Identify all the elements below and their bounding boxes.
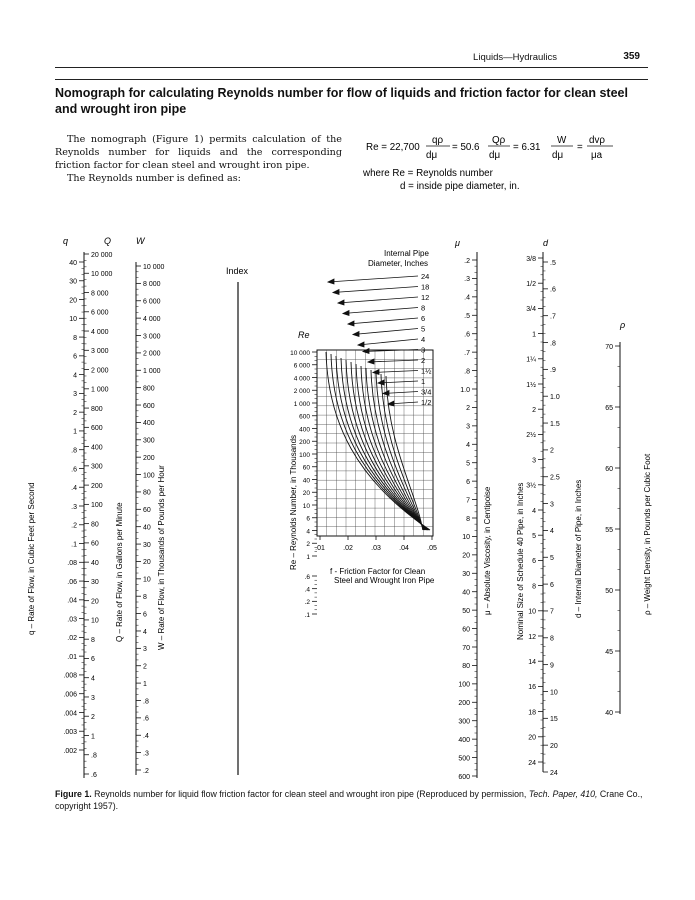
re-tick-label: 6 000 (293, 362, 310, 370)
Q-tick-label: 1 (91, 733, 95, 741)
Q-tick-label: 60 (91, 540, 99, 548)
f-left-tick-label: .2 (304, 599, 310, 607)
mu-tick-label: 7 (466, 497, 470, 505)
arrow-head (348, 321, 354, 326)
f-left-tick-label: .4 (304, 586, 310, 594)
f-tick-label: .01 (315, 545, 325, 552)
pipe-size-label: 1 (421, 377, 426, 386)
W-tick-label: .4 (143, 733, 149, 741)
Q-tick-label: 100 (91, 502, 103, 510)
W-tick-label: 10 000 (143, 263, 165, 271)
Q-tick-label: 10 000 (91, 271, 113, 279)
W-tick-label: 20 (143, 559, 151, 567)
f-tick-label: .03 (371, 545, 381, 552)
pipe-size-arrows (328, 276, 418, 406)
re-tick-label: 4 (306, 528, 310, 536)
reynolds-equation (360, 128, 650, 200)
q-tick-label: .03 (67, 616, 77, 624)
q-tick-label: .01 (67, 653, 77, 661)
friction-curve-0 (326, 352, 430, 530)
mu-tick-label: 600 (458, 773, 470, 781)
pipe-size-label: 6 (421, 314, 426, 323)
q-tick-label: 30 (69, 278, 77, 286)
caption-rest: Crane Co., copyright 1957). (55, 789, 643, 811)
mu-tick-label: 80 (462, 663, 470, 671)
pipe-arrow (368, 360, 418, 362)
pipe-size-label: 1½ (421, 366, 432, 376)
re-tick-label: 2 000 (293, 388, 310, 396)
W-axis-label: W – Rate of Flow, in Thousands of Pounds per Hour (157, 465, 166, 650)
re-tick-label: 1 000 (293, 400, 310, 408)
Q-tick-label: 2 000 (91, 367, 109, 375)
nominal-tick-label: 1 (532, 331, 536, 339)
caption-source: Tech. Paper, 410, (528, 789, 598, 799)
pipe-arrow (343, 308, 418, 314)
W-tick-label: 2 (143, 663, 147, 671)
Q-tick-label: 3 (91, 694, 95, 702)
d-tick-label: 9 (550, 662, 554, 670)
mu-tick-label: .2 (464, 257, 470, 265)
Q-tick-label: 6 (91, 656, 95, 664)
re-tick-label: 1 (306, 553, 310, 561)
Q-axis-label: Q – Rate of Flow, in Gallons per Minute (115, 502, 124, 642)
q-tick-label: 8 (73, 334, 77, 342)
d-tick-label: 1.0 (550, 394, 560, 402)
q-tick-label: .008 (63, 672, 77, 680)
Q-tick-label: 10 (91, 617, 99, 625)
Q-tick-label: 200 (91, 482, 103, 490)
q-tick-label: .003 (63, 729, 77, 737)
Q-tick-label: 300 (91, 463, 103, 471)
internal-pipe-label-1: Internal Pipe (384, 249, 429, 258)
friction-curves (326, 352, 430, 530)
eq-f2-den: dμ (489, 150, 501, 161)
eq-where: where Re = Reynolds number (363, 168, 493, 179)
re-tick-label: 10 (302, 502, 310, 510)
arrow-head (338, 300, 344, 305)
W-tick-label: 200 (143, 454, 155, 462)
W-tick-label: 6 000 (143, 298, 161, 306)
nominal-tick-label: 12 (528, 633, 536, 641)
mu-tick-label: 300 (458, 718, 470, 726)
nominal-tick-label: 1½ (526, 381, 536, 389)
W-tick-label: 4 (143, 628, 147, 636)
Q-tick-label: 6 000 (91, 309, 109, 317)
nominal-axis-label: Nominal Size of Schedule 40 Pipe, in Inches (516, 482, 525, 640)
d-tick-label: 15 (550, 716, 558, 724)
re-tick-label: 6 (306, 515, 310, 523)
q-tick-label: .02 (67, 635, 77, 643)
nominal-tick-label: 5 (532, 533, 536, 540)
W-tick-label: 2 000 (143, 350, 161, 358)
f-left-tick-label: .1 (304, 611, 310, 619)
W-tick-label: 8 000 (143, 281, 161, 289)
rho-tick-label: 50 (605, 587, 613, 595)
W-tick-label: 600 (143, 402, 155, 410)
Q-tick-label: 40 (91, 559, 99, 567)
nominal-tick-label: 1¼ (526, 356, 536, 364)
Q-tick-label: 20 000 (91, 251, 113, 259)
rho-tick-label: 60 (605, 465, 613, 473)
Q-tick-label: 4 000 (91, 328, 109, 336)
nominal-tick-label: 4 (532, 507, 536, 515)
title-top-rule (55, 79, 648, 80)
d-tick-label: 6 (550, 581, 554, 589)
q-tick-label: 1 (73, 428, 77, 436)
arrow-head (368, 359, 374, 364)
eq-d-def: d = inside pipe diameter, in. (400, 181, 520, 192)
W-tick-label: 6 (143, 611, 147, 619)
friction-curve-1 (331, 354, 432, 530)
pipe-size-label: 2 (421, 356, 426, 365)
nominal-tick-label: 3 (532, 457, 536, 465)
d-tick-label: 2 (550, 447, 554, 455)
nominal-tick-label: 2 (532, 407, 536, 414)
mu-tick-label: .3 (464, 276, 470, 284)
q-tick-label: .8 (71, 447, 77, 455)
axis-ticks (63, 252, 620, 781)
f-tick-label: .02 (343, 545, 353, 552)
mu-tick-label: .6 (464, 331, 470, 339)
arrow-head (343, 311, 349, 316)
nominal-tick-label: 8 (532, 583, 536, 591)
d-axis-label: d – Internal Diameter of Pipe, in Inches (574, 479, 583, 618)
mu-tick-label: 3 (466, 423, 470, 431)
d-tick-label: .9 (550, 367, 556, 375)
re-tick-label: 60 (302, 464, 310, 472)
pipe-size-label: 4 (421, 335, 426, 344)
f-tick-label: .04 (399, 545, 409, 552)
intro-paragraph-2: The Reynolds number is defined as: (67, 173, 241, 184)
d-tick-label: 24 (550, 769, 558, 777)
nominal-tick-label: 6 (532, 558, 536, 566)
q-tick-label: .002 (63, 747, 77, 755)
eq-c4: = (577, 142, 583, 153)
nominal-tick-label: 10 (528, 608, 536, 616)
eq-f4-den: μa (591, 150, 603, 161)
pipe-arrow (328, 276, 418, 282)
rho-tick-label: 65 (605, 404, 613, 412)
mu-tick-label: 4 (466, 442, 470, 450)
article-title: Nomograph for calculating Reynolds number for flow of liquids and friction factor for clean steel and wrought iron pipe (55, 86, 628, 116)
mu-axis-label: μ – Absolute Viscosity, in Centipoise (483, 486, 492, 615)
re-tick-label: 4 000 (293, 375, 310, 383)
q-tick-label: 10 (69, 316, 77, 324)
d-tick-label: 3 (550, 501, 554, 509)
W-tick-label: 1 000 (143, 368, 161, 376)
pipe-arrow (348, 318, 418, 324)
q-symbol: q (63, 236, 69, 246)
re-tick-label: 400 (299, 426, 310, 434)
d-tick-label: .7 (550, 313, 556, 321)
mu-tick-label: 5 (466, 460, 470, 468)
figure-caption (55, 789, 650, 812)
W-tick-label: 3 000 (143, 333, 161, 341)
q-tick-label: .2 (71, 522, 77, 530)
W-tick-label: 3 (143, 646, 147, 654)
re-tick-label: 10 000 (290, 349, 310, 357)
q-tick-label: .6 (71, 466, 77, 474)
Q-tick-label: 8 (91, 636, 95, 644)
W-tick-label: .3 (143, 750, 149, 758)
mu-tick-label: 50 (462, 607, 470, 615)
eq-f2-num: Qρ (492, 135, 506, 146)
pipe-size-label: 1/2 (421, 398, 432, 407)
mu-tick-label: 500 (458, 755, 470, 763)
Q-tick-label: 8 000 (91, 290, 109, 298)
eq-f4-num: dvρ (589, 135, 605, 146)
mu-tick-label: .7 (464, 349, 470, 357)
nominal-tick-label: 18 (528, 709, 536, 717)
W-tick-label: 60 (143, 507, 151, 515)
mu-tick-label: 2 (466, 405, 470, 413)
W-tick-label: 800 (143, 385, 155, 393)
pipe-arrow (373, 371, 418, 373)
q-axis-label: q – Rate of Flow, in Cubic Feet per Second (27, 482, 36, 635)
pipe-size-label: 3/4 (421, 387, 432, 397)
mu-tick-label: 200 (458, 700, 470, 708)
d-symbol: d (543, 238, 549, 248)
W-tick-label: 400 (143, 420, 155, 428)
Q-tick-label: 4 (91, 675, 95, 683)
d-tick-label: 5 (550, 555, 554, 563)
q-tick-label: .06 (67, 578, 77, 586)
q-tick-label: 3 (73, 391, 77, 399)
W-symbol: W (136, 236, 145, 246)
W-tick-label: 1 (143, 680, 147, 688)
mu-tick-label: 6 (466, 478, 470, 486)
q-tick-label: 6 (73, 353, 77, 361)
f-label-1: f - Friction Factor for Clean (330, 567, 426, 576)
index-label: Index (226, 266, 249, 276)
Q-tick-label: 30 (91, 579, 99, 587)
nominal-tick-label: 3/4 (526, 306, 536, 314)
W-tick-label: 4 000 (143, 315, 161, 323)
nominal-tick-label: 1/2 (526, 281, 536, 288)
mu-tick-label: 1.0 (460, 386, 470, 394)
intro-paragraph-1: The nomograph (Figure 1) permits calculation of the Reynolds number for liquids and the corresponding friction factor for clean steel and wrought iron pipe. (55, 134, 342, 171)
W-tick-label: .8 (143, 698, 149, 706)
mu-symbol: μ (455, 238, 460, 248)
W-tick-label: 10 (143, 576, 151, 584)
eq-f1-num: qρ (432, 135, 444, 146)
Q-tick-label: 400 (91, 444, 103, 452)
arrow-head (358, 342, 364, 347)
f-label-2: Steel and Wrought Iron Pipe (334, 576, 435, 585)
pipe-arrow (333, 287, 418, 293)
nominal-tick-label: 14 (528, 659, 536, 666)
mu-tick-label: 30 (462, 571, 470, 579)
f-left-tick-label: .6 (304, 573, 310, 581)
d-tick-label: 1.5 (550, 420, 560, 428)
re-tick-label: 200 (299, 439, 310, 447)
re-tick-label: 40 (302, 477, 310, 485)
mu-tick-label: .8 (464, 368, 470, 376)
W-tick-label: .2 (143, 767, 149, 775)
arrow-head (373, 370, 379, 375)
W-tick-label: 80 (143, 489, 151, 497)
nominal-tick-label: 3/8 (526, 255, 536, 263)
d-tick-label: .8 (550, 340, 556, 348)
arrow-head (363, 349, 369, 354)
re-axis-label: Re – Reynolds Number, in Thousands (289, 434, 298, 570)
d-tick-label: .5 (550, 259, 556, 267)
page-number: 359 (623, 51, 640, 62)
Q-symbol: Q (104, 236, 112, 246)
nominal-tick-label: 24 (528, 759, 536, 767)
d-tick-label: 4 (550, 528, 554, 536)
mu-tick-label: .4 (464, 294, 470, 302)
mu-tick-label: 8 (466, 515, 470, 523)
mu-tick-label: 100 (458, 681, 470, 689)
mu-tick-label: 20 (462, 552, 470, 560)
rho-axis-label: ρ – Weight Density, in Pounds per Cubic Foot (643, 453, 652, 615)
W-tick-label: 300 (143, 437, 155, 445)
d-tick-label: 2.5 (550, 474, 560, 482)
nominal-tick-label: 20 (528, 734, 536, 742)
eq-c3: = 6.31 (513, 142, 541, 153)
q-tick-label: 4 (73, 372, 77, 380)
eq-lhs: Re = 22,700 (366, 142, 420, 153)
re-tick-label: 2 (306, 541, 310, 549)
eq-f3-den: dμ (552, 150, 564, 161)
Q-tick-label: 600 (91, 425, 103, 433)
re-symbol: Re (298, 330, 310, 340)
caption-text: Reynolds number for liquid flow friction factor for clean steel and wrought iron pipe (Reproduced by permission, (94, 789, 527, 799)
pipe-arrow (358, 339, 418, 345)
q-tick-label: .4 (71, 485, 77, 493)
q-tick-label: .04 (67, 597, 77, 605)
Q-tick-label: 80 (91, 521, 99, 529)
Q-tick-label: 1 000 (91, 386, 109, 394)
mu-tick-label: 60 (462, 626, 470, 634)
pipe-size-label: 3 (421, 345, 426, 355)
q-tick-label: 40 (69, 259, 77, 267)
q-tick-label: 2 (73, 409, 77, 417)
d-tick-label: 7 (550, 608, 554, 616)
running-header-section: Liquids—Hydraulics (473, 52, 557, 63)
mu-tick-label: 40 (462, 589, 470, 597)
arrow-head (388, 401, 394, 406)
pipe-size-label: 24 (421, 272, 430, 281)
Q-tick-label: 800 (91, 405, 103, 413)
q-tick-label: .3 (71, 503, 77, 511)
re-tick-label: 600 (299, 413, 310, 421)
Q-tick-label: .8 (91, 752, 97, 760)
pipe-size-label: 8 (421, 303, 426, 313)
q-tick-label: .08 (67, 560, 77, 568)
d-tick-label: 20 (550, 742, 558, 750)
nominal-tick-label: 2½ (526, 432, 536, 440)
intro-text (55, 133, 342, 185)
rho-symbol: ρ (620, 320, 626, 330)
eq-f3-num: W (557, 135, 567, 146)
re-tick-label: 100 (299, 451, 310, 459)
d-tick-label: 8 (550, 635, 554, 643)
rho-tick-label: 55 (605, 526, 613, 534)
W-tick-label: 100 (143, 472, 155, 480)
rho-tick-label: 70 (605, 343, 613, 351)
pipe-arrow (338, 297, 418, 303)
nominal-tick-label: 3½ (526, 482, 536, 490)
pipe-arrow (353, 329, 418, 335)
mu-tick-label: 400 (458, 736, 470, 744)
pipe-size-label: 5 (421, 324, 426, 334)
mu-tick-label: 70 (462, 644, 470, 652)
mu-tick-label: .5 (464, 313, 470, 321)
arrow-head (328, 279, 334, 284)
Q-tick-label: .6 (91, 771, 97, 779)
W-tick-label: 40 (143, 524, 151, 532)
q-tick-label: .004 (63, 710, 77, 718)
mu-tick-label: 10 (462, 534, 470, 542)
caption-label: Figure 1. (55, 789, 92, 799)
arrow-head (383, 391, 389, 396)
internal-pipe-label-2: Diameter, Inches (368, 259, 429, 268)
pipe-size-label: 18 (421, 282, 430, 292)
re-tick-label: 20 (302, 490, 310, 498)
q-tick-label: .1 (71, 541, 77, 549)
W-tick-label: 8 (143, 594, 147, 602)
header-rule (55, 67, 648, 68)
W-tick-label: 30 (143, 541, 151, 549)
rho-tick-label: 45 (605, 648, 613, 656)
nomograph-figure (0, 230, 695, 785)
q-tick-label: 20 (69, 297, 77, 305)
f-tick-label: .05 (427, 545, 437, 552)
rho-tick-label: 40 (605, 709, 613, 717)
W-tick-label: .6 (143, 715, 149, 723)
Q-tick-label: 20 (91, 598, 99, 606)
Q-tick-label: 2 (91, 714, 95, 722)
nominal-tick-label: 16 (528, 684, 536, 692)
arrow-head (333, 290, 339, 295)
Q-tick-label: 3 000 (91, 348, 109, 356)
d-tick-label: .6 (550, 286, 556, 294)
eq-c2: = 50.6 (452, 142, 480, 153)
pipe-size-label: 12 (421, 293, 430, 302)
q-tick-label: .006 (63, 691, 77, 699)
eq-f1-den: dμ (426, 150, 438, 161)
d-tick-label: 10 (550, 689, 558, 697)
arrow-head (353, 332, 359, 337)
